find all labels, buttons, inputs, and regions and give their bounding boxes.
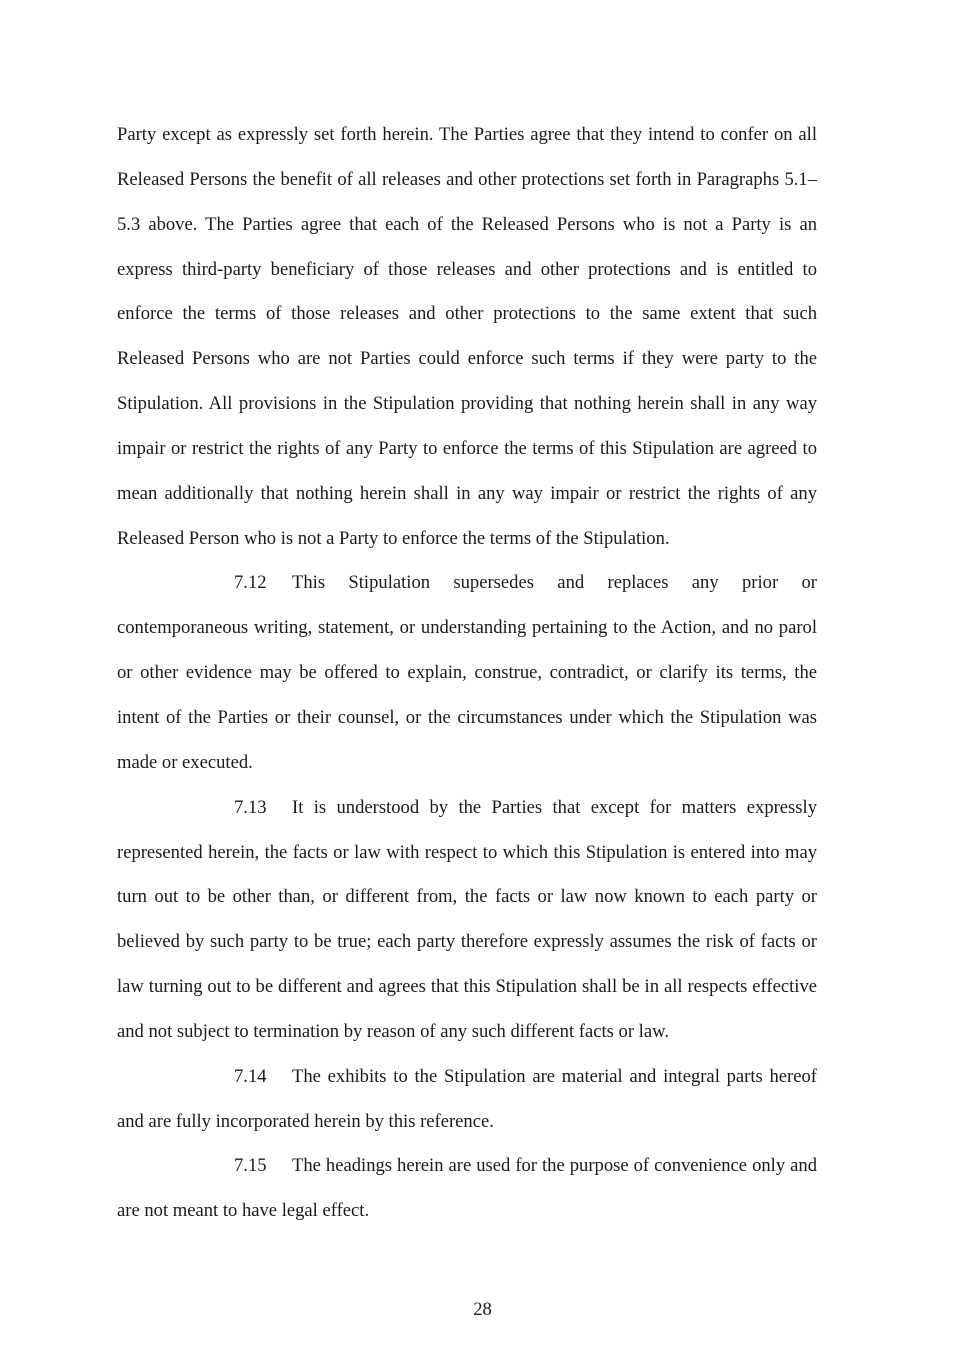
paragraph-continuation [117, 113, 817, 561]
paragraph-7-13 [117, 786, 817, 1055]
paragraph-text: The headings herein are used for the purpose of convenience only and are not meant to have legal effect. [117, 1155, 817, 1222]
section-number: 7.15 [234, 1155, 267, 1177]
paragraph-text: The exhibits to the Stipulation are material and integral parts hereof and are fully incorporated herein by this reference. [117, 1065, 817, 1132]
paragraph-7-12 [117, 561, 817, 785]
section-number: 7.14 [234, 1065, 267, 1087]
paragraph-text: This Stipulation supersedes and replaces any prior or contemporaneous writing, statement, or understanding pertaining to the Action, and no parol or other evidence may be offered to explain, construe, contradict, or clarify its terms, the intent of the Parties or their counsel, or the circumstances under which the Stipulation was made or executed. [117, 572, 817, 773]
paragraph-text: Party except as expressly set forth herein. The Parties agree that they intend to confer on all Released Persons the benefit of all releases and other protections set forth in Paragraphs 5.1–5.3 above. The Parties agree that each of the Released Persons who is not a Party is an express third-party beneficiary of those releases and other protections and is entitled to enforce the terms of those releases and other protections to the same extent that such Released Persons who are not Parties could enforce such terms if they were party to the Stipulation. All provisions in the Stipulation providing that nothing herein shall in any way impair or restrict the rights of any Party to enforce the terms of this Stipulation are agreed to mean additionally that nothing herein shall in any way impair or restrict the rights of any Released Person who is not a Party to enforce the terms of the Stipulation. [117, 124, 817, 549]
document-body [117, 113, 817, 1234]
paragraph-text: It is understood by the Parties that except for matters expressly represented herein, the facts or law with respect to which this Stipulation is entered into may turn out to be other than, or different from, the facts or law now known to each party or believed by such party to be true; each party therefore expressly assumes the risk of facts or law turning out to be different and agrees that this Stipulation shall be in all respects effective and not subject to termination by reason of any such different facts or law. [117, 796, 817, 1042]
page-number: 28 [473, 1299, 492, 1320]
paragraph-7-14 [117, 1055, 817, 1145]
paragraph-7-15 [117, 1144, 817, 1234]
section-number: 7.13 [234, 796, 267, 818]
section-number: 7.12 [234, 572, 267, 594]
